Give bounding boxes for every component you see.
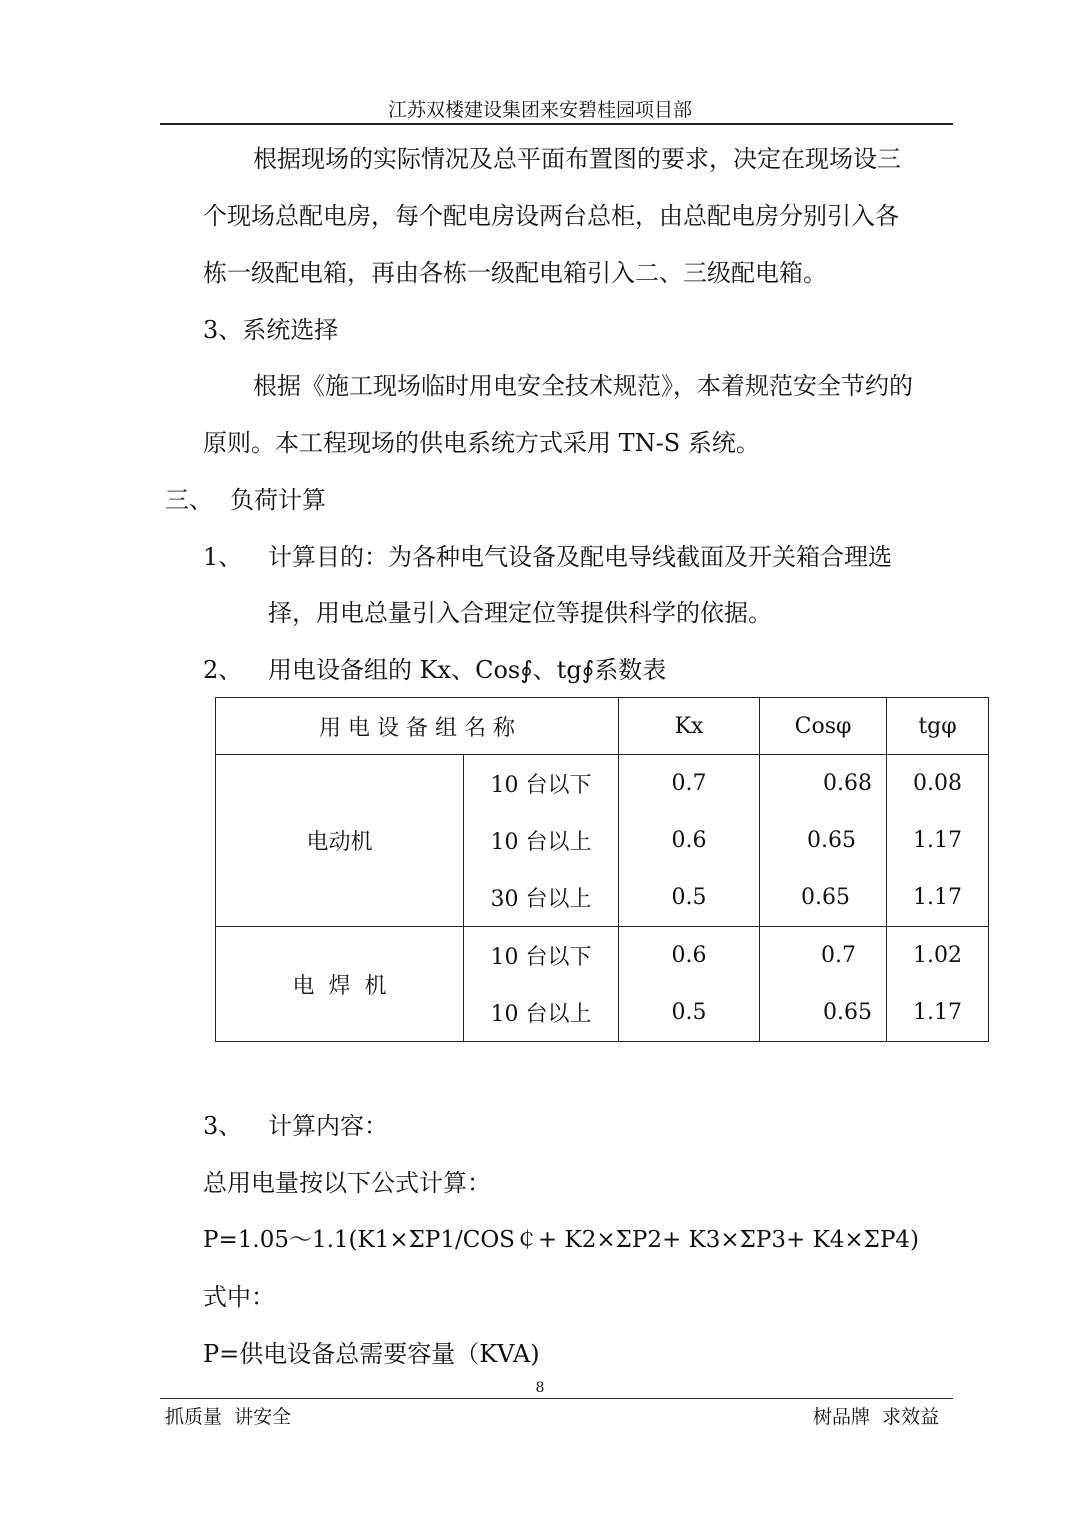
table-group-name: 电 焊 机 <box>216 927 464 1042</box>
table-cell-cond: 10 台以上 <box>464 812 619 869</box>
table-cell-cond: 10 台以下 <box>464 755 619 813</box>
paragraph-line: 原则。本工程现场的供电系统方式采用 TN-S 系统。 <box>203 429 760 457</box>
section-number: 三、 <box>165 486 213 514</box>
paragraph-line: 根据《施工现场临时用电安全技术规范》，本着规范安全节约的 <box>253 372 913 400</box>
table-cell-tg: 1.17 <box>887 984 989 1042</box>
table-cell-cos: 0.65 <box>760 812 887 869</box>
paragraph-line: P=供电设备总需要容量（KVA) <box>203 1340 540 1368</box>
coefficient-table <box>215 697 989 1042</box>
footer-right-slogan: 树品牌 求效益 <box>813 1406 940 1428</box>
paragraph-line: 式中： <box>203 1283 275 1311</box>
table-cell-cos: 0.68 <box>760 755 887 813</box>
paragraph-line: 根据现场的实际情况及总平面布置图的要求，决定在现场设三 <box>253 145 901 173</box>
table-cell-cond: 10 台以上 <box>464 984 619 1042</box>
table-cell-kx: 0.5 <box>619 869 760 927</box>
footer-left-slogan: 抓质量 讲安全 <box>165 1406 292 1428</box>
section-title: 负荷计算 <box>230 486 326 514</box>
table-header-group: 用 电 设 备 组 名 称 <box>216 698 619 755</box>
list-item-text: 计算目的：为各种电气设备及配电导线截面及开关箱合理选 <box>268 543 892 571</box>
table-cell-tg: 1.17 <box>887 869 989 927</box>
table-cell-cos: 0.65 <box>760 869 887 927</box>
list-item-text: 计算内容： <box>268 1112 388 1140</box>
subsection-heading: 3、系统选择 <box>203 316 339 344</box>
table-cell-kx: 0.6 <box>619 812 760 869</box>
paragraph-line: 总用电量按以下公式计算： <box>203 1169 491 1197</box>
table-header-kx: Kx <box>619 698 760 755</box>
table-header-tg: tgφ <box>887 698 989 755</box>
formula: P=1.05～1.1(K1×ΣP1/COS￠+ K2×ΣP2+ K3×ΣP3+ K4×ΣP4) <box>203 1227 920 1253</box>
list-item-number: 2、 <box>203 656 243 684</box>
table-cell-kx: 0.5 <box>619 984 760 1042</box>
header-rule <box>160 123 953 125</box>
list-item-number: 1、 <box>203 543 243 571</box>
table-cell-cos: 0.7 <box>760 927 887 985</box>
table-cell-kx: 0.7 <box>619 755 760 813</box>
footer-rule <box>160 1398 953 1399</box>
list-item-number: 3、 <box>203 1112 243 1140</box>
table-cell-tg: 0.08 <box>887 755 989 813</box>
table-cell-cond: 10 台以下 <box>464 927 619 985</box>
table-cell-cos: 0.65 <box>760 984 887 1042</box>
table-header-cos: Cosφ <box>760 698 887 755</box>
table-group-name: 电动机 <box>216 755 464 927</box>
table-cell-tg: 1.17 <box>887 812 989 869</box>
table-cell-kx: 0.6 <box>619 927 760 985</box>
list-item-text: 择，用电总量引入合理定位等提供科学的依据。 <box>268 599 772 627</box>
page-number: 8 <box>535 1380 545 1396</box>
paragraph-line: 个现场总配电房，每个配电房设两台总柜，由总配电房分别引入各 <box>203 202 899 230</box>
page-header-title: 江苏双楼建设集团来安碧桂园项目部 <box>387 99 692 121</box>
table-cell-cond: 30 台以上 <box>464 869 619 927</box>
list-item-text: 用电设备组的 Kx、Cos∮、tg∮系数表 <box>268 656 667 684</box>
table-cell-tg: 1.02 <box>887 927 989 985</box>
paragraph-line: 栋一级配电箱，再由各栋一级配电箱引入二、三级配电箱。 <box>203 259 827 287</box>
